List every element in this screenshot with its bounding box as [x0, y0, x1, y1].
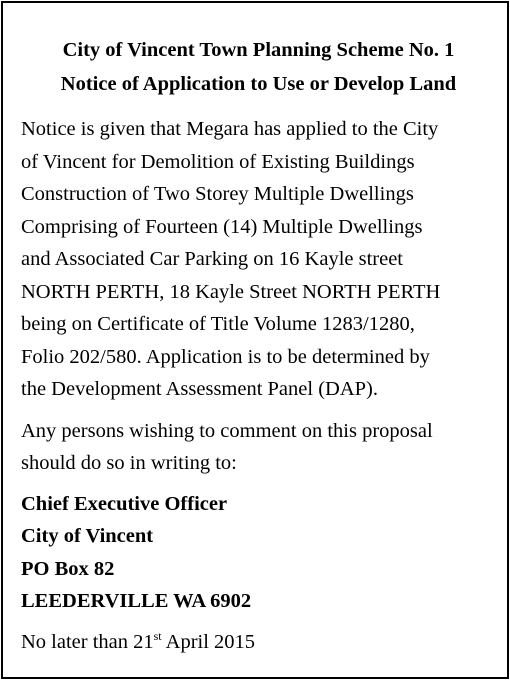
text-line: Notice is given that Megara has applied to the City [21, 118, 439, 140]
notice-box [1, 1, 509, 679]
address-organisation: City of Vincent [21, 525, 154, 547]
notice-paragraph-details [21, 113, 496, 406]
text-line: of Vincent for Demolition of Existing Buildings [21, 150, 415, 173]
text-line: Construction of Two Storey Multiple Dwellings [21, 183, 414, 205]
text-line: the Development Assessment Panel (DAP). [21, 378, 378, 400]
address-po-box: PO Box 82 [21, 557, 115, 580]
notice-title-scheme: City of Vincent Town Planning Scheme No. 1 [62, 39, 455, 61]
notice-paragraph-comment [21, 415, 496, 480]
address-recipient: Chief Executive Officer [21, 492, 228, 515]
text-line: Any persons wishing to comment on this proposal [21, 419, 433, 442]
notice-title-application: Notice of Application to Use or Develop Land [60, 73, 457, 95]
text-line: Comprising of Fourteen (14) Multiple Dwellings [21, 215, 423, 238]
address-suburb: LEEDERVILLE WA 6902 [21, 590, 252, 612]
text-line: should do so in writing to: [21, 452, 237, 474]
deadline-ordinal: st [153, 628, 162, 643]
text-line: and Associated Car Parking on 16 Kayle street [21, 248, 404, 270]
notice-content [21, 3, 496, 658]
deadline-suffix: April 2015 [161, 630, 256, 653]
deadline-prefix: No later than 21 [21, 630, 154, 653]
postal-address [21, 488, 496, 618]
submission-deadline [21, 626, 496, 659]
text-line: NORTH PERTH, 18 Kayle Street NORTH PERTH [21, 280, 441, 303]
text-line: Folio 202/580. Application is to be determined by [21, 345, 430, 368]
text-line: being on Certificate of Title Volume 1283/1280, [21, 313, 415, 335]
